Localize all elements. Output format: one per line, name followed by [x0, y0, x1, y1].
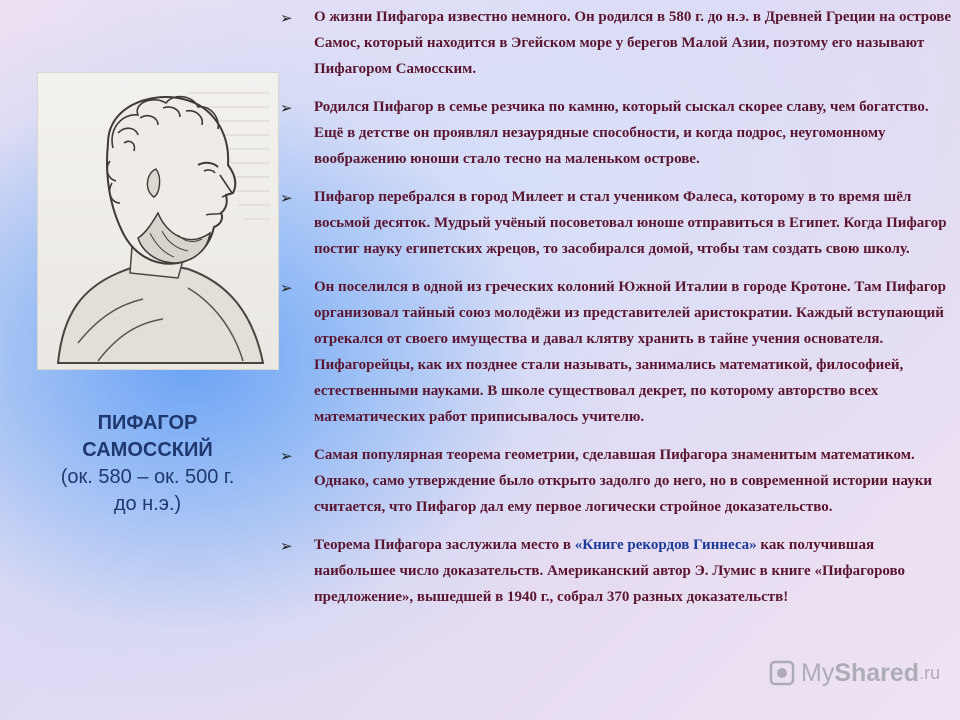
myshared-watermark	[768, 658, 940, 688]
bullet-text: О жизни Пифагора известно немного. Он родился в 580 г. до н.э. в Древней Греции на острове Самос, который находится в Эгейском море у берегов Малой Азии, поэтому его называют Пифагором Самосским.	[314, 9, 951, 77]
bullet-item	[280, 94, 952, 172]
bullet-text: Родился Пифагор в семье резчика по камню, который сыскал скорее славу, чем богатство. Ещё в детстве он проявлял незаурядные способности, и когда подрос, неугомонному воображению юноши стало тесно на маленьком острове.	[314, 99, 929, 167]
myshared-logo-icon	[768, 659, 796, 687]
guinness-book-highlight: «Книге рекордов Гиннеса»	[574, 537, 757, 553]
watermark-strong: Shared	[834, 658, 920, 687]
arrow-bullet-icon: ➢	[280, 447, 293, 465]
arrow-bullet-icon: ➢	[280, 99, 293, 117]
caption-name-line1: ПИФАГОР	[97, 412, 198, 434]
bullet-text: Пифагор перебрался в город Милеет и стал учеником Фалеса, которому в то время шёл восьмой десяток. Мудрый учёный посоветовал юноше отправиться в Египет. Когда Пифагор постиг науку египетских жрецов, то засобирался домой, чтобы там создать свою школу.	[314, 189, 947, 257]
arrow-bullet-icon: ➢	[280, 279, 293, 297]
bullet-item	[280, 442, 952, 520]
portrait-caption	[20, 410, 275, 518]
caption-years-line1: (ок. 580 – ок. 500 г.	[60, 466, 235, 488]
caption-name-line2: САМОССКИЙ	[82, 439, 213, 461]
arrow-bullet-icon: ➢	[280, 537, 293, 555]
bullet-item	[280, 532, 952, 610]
bullet-item	[280, 274, 952, 430]
bullet-text: Он поселился в одной из греческих колоний Южной Италии в городе Кротоне. Там Пифагор организовал тайный союз молодёжи из представителей аристократии. Каждый вступающий отрекался от своего имущества и давал клятву хранить в тайне учения основателя. Пифагорейцы, как их позднее стали называть, занимались математикой, философией, естественными науками. В школе существовал декрет, по которому авторство всех математических работ приписывалось учителю.	[314, 279, 946, 425]
bullet-text: Самая популярная теорема геометрии, сделавшая Пифагора знаменитым математиком. Однако, само утверждение было открыто задолго до него, но в современной истории науки считается, что Пифагор дал ему первое логически стройное доказательство.	[314, 447, 932, 515]
caption-years-line2: до н.э.)	[113, 493, 182, 515]
bullet-text-before: Теорема Пифагора заслужила место в	[314, 537, 575, 553]
biography-bullets	[280, 4, 952, 622]
bullet-item	[280, 4, 952, 82]
bullet-text-after: как получившая наибольшее число доказательств. Американский автор Э. Лумис в книге «Пифагорово предложение», вышедшей в 1940 г., собрал 370 разных доказательств!	[314, 537, 906, 605]
arrow-bullet-icon: ➢	[280, 189, 293, 207]
arrow-bullet-icon: ➢	[280, 9, 293, 27]
portrait-engraving	[38, 73, 278, 369]
pythagoras-portrait	[37, 72, 279, 370]
watermark-suffix: .ru	[919, 662, 941, 683]
bullet-item	[280, 184, 952, 262]
watermark-prefix: My	[801, 658, 835, 687]
